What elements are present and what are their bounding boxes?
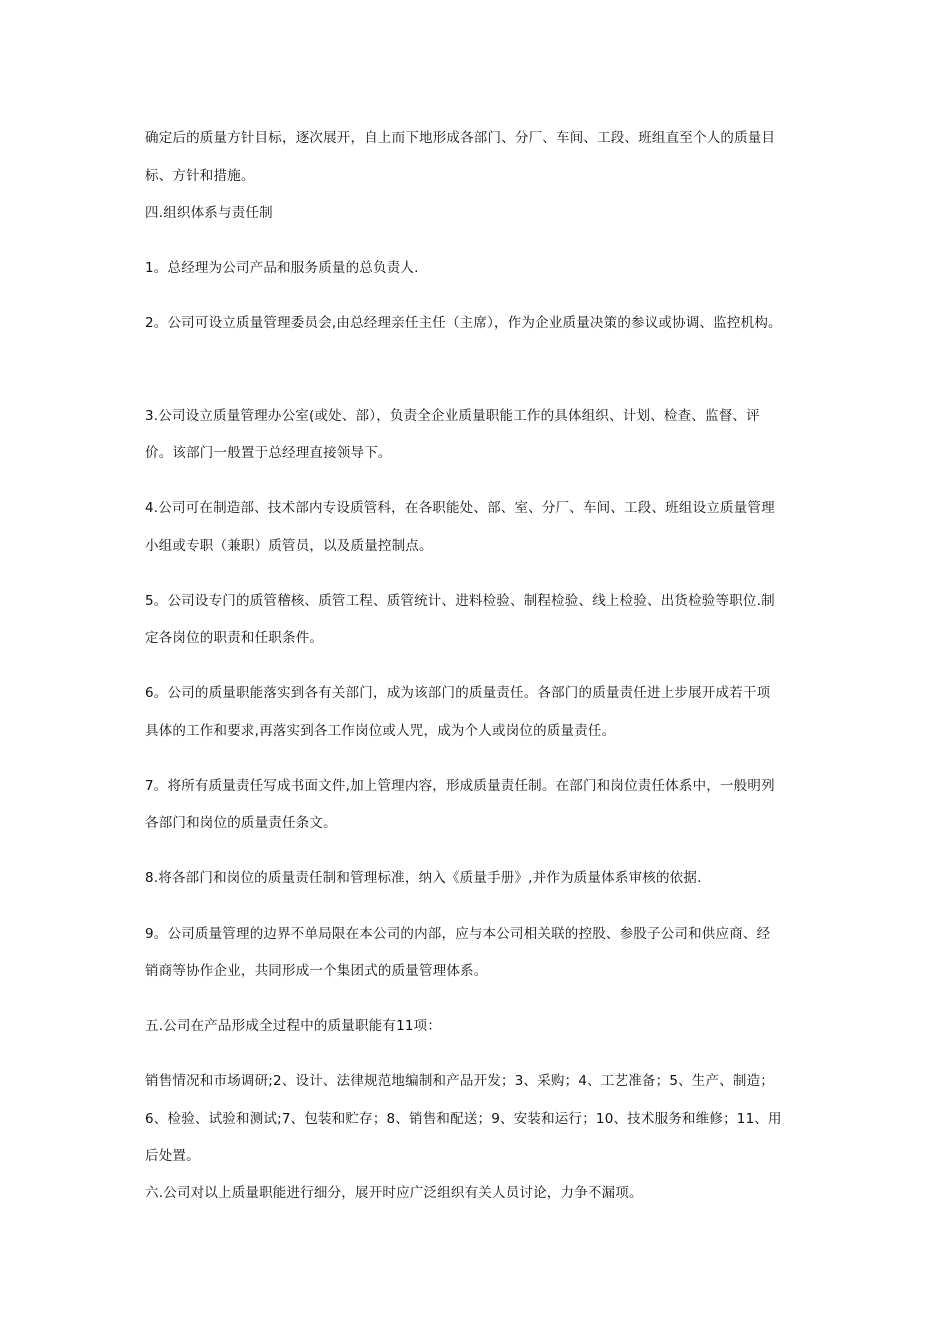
text-line: 9。公司质量管理的边界不单局限在本公司的内部，应与本公司相关联的控股、参股子公司和供应商、经 xyxy=(145,926,771,942)
text-line: 销售情况和市场调研;2、设计、法律规范地编制和产品开发；3、采购；4、工艺准备；5、生产、制造； xyxy=(145,1073,775,1089)
section-heading: 四.组织体系与责任制 xyxy=(145,205,273,221)
text-line: 7。将所有质量责任写成书面文件,加上管理内容，形成质量责任制。在部门和岗位责任体系中，一般明列 xyxy=(145,778,775,794)
text-line: 6。公司的质量职能落实到各有关部门，成为该部门的质量责任。各部门的质量责任进上步展开成若干项 xyxy=(145,685,771,701)
text-line: 2。公司可设立质量管理委员会,由总经理亲任主任（主席），作为企业质量决策的参议或协调、监控机构。 xyxy=(145,315,782,331)
text-line: 小组或专职（兼职）质管员，以及质量控制点。 xyxy=(145,538,433,554)
text-line: 销商等协作企业，共同形成一个集团式的质量管理体系。 xyxy=(145,963,488,979)
text-line: 价。该部门一般置于总经理直接领导下。 xyxy=(145,445,392,461)
section-heading: 五.公司在产品形成全过程中的质量职能有11项： xyxy=(145,1018,442,1034)
text-line: 6、检验、试验和测试;7、包装和贮存；8、销售和配送；9、安装和运行；10、技术服务和维修；11、用 xyxy=(145,1111,782,1127)
text-line: 4.公司可在制造部、技术部内专设质管科，在各职能处、部、室、分厂、车间、工段、班组设立质量管理 xyxy=(145,500,775,516)
text-line: 具体的工作和要求,再落实到各工作岗位或人咒，成为个人或岗位的质量责任。 xyxy=(145,723,616,739)
text-line: 后处置。 xyxy=(145,1148,200,1164)
text-line: 定各岗位的职责和任职条件。 xyxy=(145,630,324,646)
text-line: 3.公司设立质量管理办公室(或处、部），负责全企业质量职能工作的具体组织、计划、检查、监督、评 xyxy=(145,408,760,424)
text-line: 1。总经理为公司产品和服务质量的总负责人. xyxy=(145,260,419,276)
text-line: 5。公司设专门的质管稽核、质管工程、质管统计、进料检验、制程检验、线上检验、出货检验等职位.制 xyxy=(145,593,775,609)
text-line: 各部门和岗位的质量责任条文。 xyxy=(145,815,337,831)
text-line: 确定后的质量方针目标，逐次展开，自上而下地形成各部门、分厂、车间、工段、班组直至个人的质量目 xyxy=(145,130,776,146)
section-heading: 六.公司对以上质量职能进行细分，展开时应广泛组织有关人员讨论，力争不漏项。 xyxy=(145,1185,643,1201)
text-line: 8.将各部门和岗位的质量责任制和管理标准，纳入《质量手册》,并作为质量体系审核的依据. xyxy=(145,870,702,886)
text-line: 标、方针和措施。 xyxy=(145,168,255,184)
